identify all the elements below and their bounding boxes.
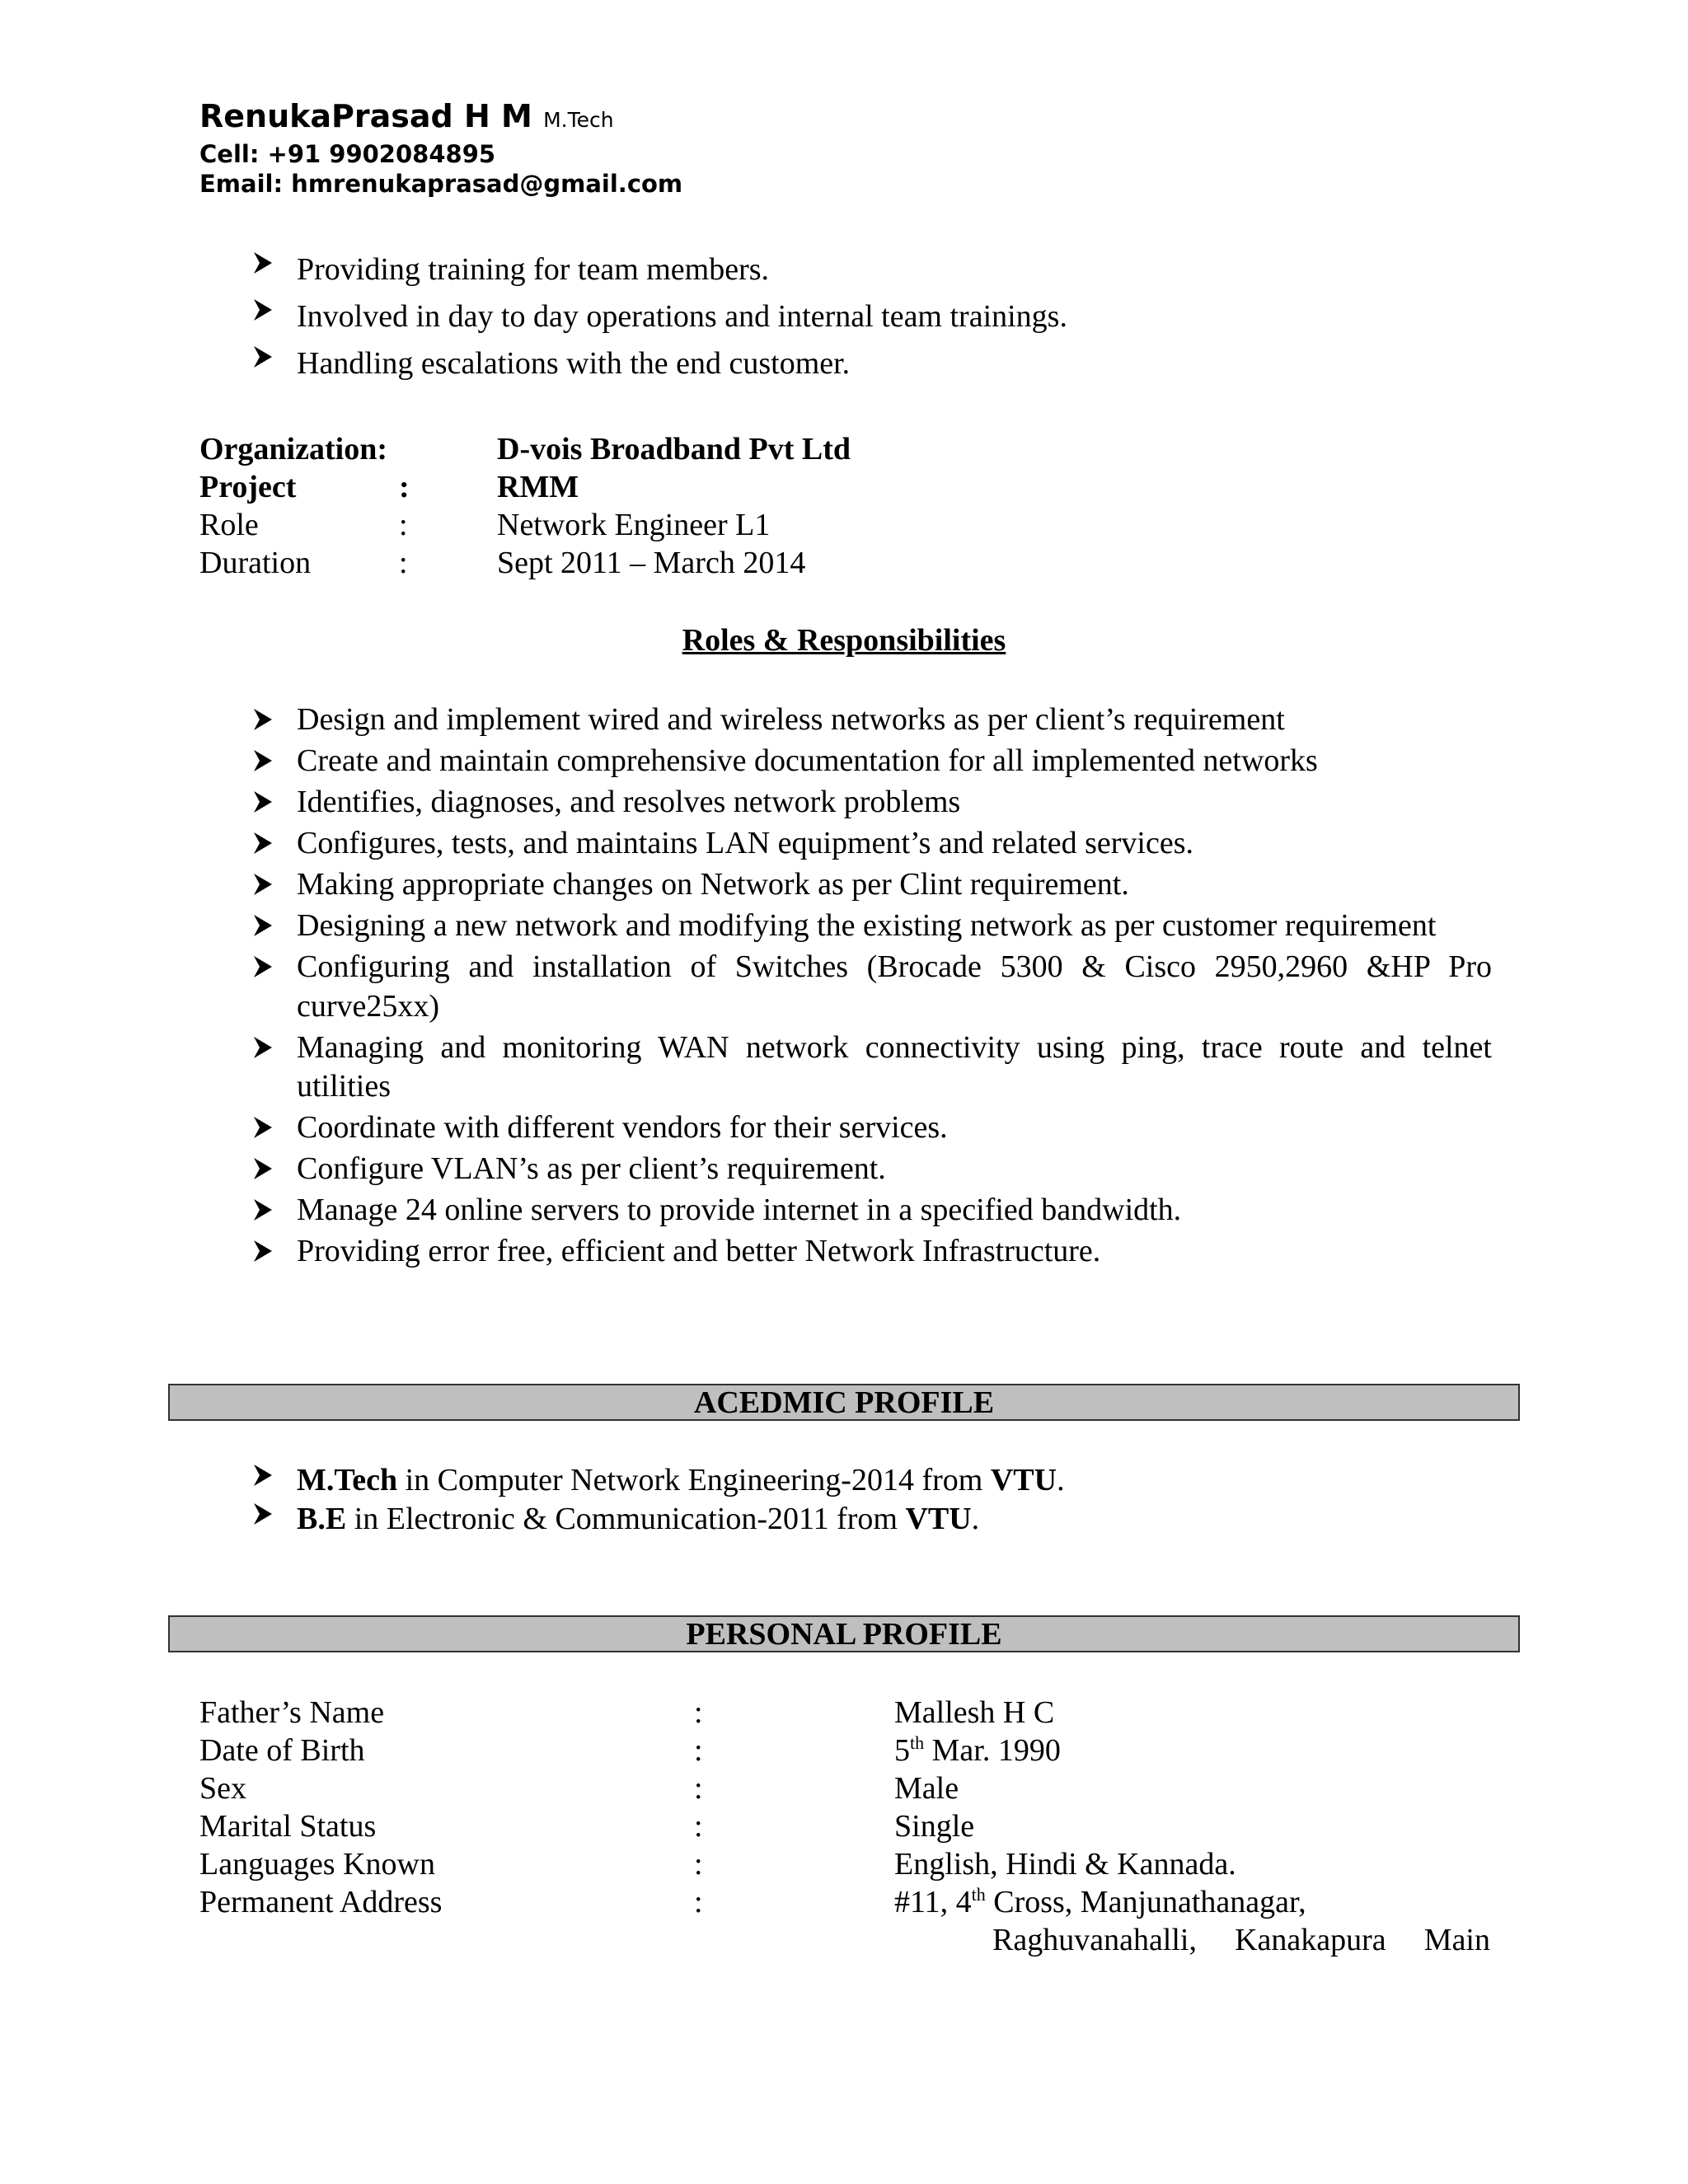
sex-label: Sex xyxy=(199,1771,246,1806)
organization-value: D-vois Broadband Pvt Ltd xyxy=(497,432,851,466)
list-item: Configuring and installation of Switches (Brocade 5300 & Cisco 2950,2960 &HP Pro curve25xx) xyxy=(252,948,1492,1026)
list-item: Involved in day to day operations and internal team trainings. xyxy=(252,296,1489,343)
arrowhead-bullet-icon xyxy=(252,1196,274,1221)
address-row xyxy=(199,1883,1490,1921)
project-value: RMM xyxy=(497,470,579,504)
fathers-name-row xyxy=(199,1694,1490,1732)
list-item: Create and maintain comprehensive documentation for all implemented networks xyxy=(252,742,1492,781)
arrowhead-bullet-icon xyxy=(252,788,274,813)
fathers-name-label: Father’s Name xyxy=(199,1695,385,1730)
candidate-qualification: M.Tech xyxy=(543,108,614,132)
list-item: Providing error free, efficient and better Network Infrastructure. xyxy=(252,1232,1492,1272)
cell-number: Cell: +91 9902084895 xyxy=(199,140,496,168)
list-item: Providing training for team members. xyxy=(252,249,1489,296)
colon: : xyxy=(694,1847,703,1882)
colon: : xyxy=(399,470,410,504)
email-address: Email: hmrenukaprasad@gmail.com xyxy=(199,170,683,198)
role-row xyxy=(199,506,1436,544)
colon: : xyxy=(694,1809,703,1844)
marital-status-value: Single xyxy=(894,1809,975,1844)
list-item: Configures, tests, and maintains LAN equipment’s and related services. xyxy=(252,824,1492,864)
arrowhead-bullet-icon xyxy=(252,1033,274,1058)
dob-row xyxy=(199,1732,1490,1769)
duration-value: Sept 2011 – March 2014 xyxy=(497,546,806,580)
colon: : xyxy=(694,1695,703,1730)
list-item: Handling escalations with the end customer. xyxy=(252,343,1489,390)
list-item: Manage 24 online servers to provide internet in a specified bandwidth. xyxy=(252,1191,1492,1230)
resume-header xyxy=(199,97,682,199)
colon: : xyxy=(694,1733,703,1768)
arrowhead-bullet-icon xyxy=(252,1461,274,1486)
list-item: M.Tech in Computer Network Engineering-2014 from VTU. xyxy=(252,1461,1489,1500)
academic-profile-heading: ACEDMIC PROFILE xyxy=(168,1384,1520,1421)
languages-row xyxy=(199,1845,1490,1883)
list-item: B.E in Electronic & Communication-2011 from VTU. xyxy=(252,1500,1489,1539)
roles-heading: Roles & Responsibilities xyxy=(682,623,1006,658)
project-label: Project xyxy=(199,470,297,504)
project-details xyxy=(199,430,1436,582)
arrowhead-bullet-icon xyxy=(252,1237,274,1262)
arrowhead-bullet-icon xyxy=(252,747,274,771)
fathers-name-value: Mallesh H C xyxy=(894,1695,1055,1730)
dob-value: 5th Mar. 1990 xyxy=(894,1732,1061,1768)
arrowhead-bullet-icon xyxy=(252,705,274,730)
arrowhead-bullet-icon xyxy=(252,249,274,274)
arrowhead-bullet-icon xyxy=(252,1113,274,1138)
personal-details xyxy=(199,1694,1490,1959)
arrowhead-bullet-icon xyxy=(252,953,274,977)
arrowhead-bullet-icon xyxy=(252,296,274,321)
arrowhead-bullet-icon xyxy=(252,343,274,368)
top-bullet-list xyxy=(252,249,1489,390)
sex-value: Male xyxy=(894,1771,959,1806)
colon: : xyxy=(694,1771,703,1806)
organization-label: Organization: xyxy=(199,432,387,466)
arrowhead-bullet-icon xyxy=(252,870,274,895)
address-line-2: Raghuvanahalli, Kanakapura Main xyxy=(992,1923,1490,1957)
colon: : xyxy=(694,1885,703,1919)
address-value: #11, 4th Cross, Manjunathanagar, xyxy=(894,1884,1306,1919)
arrowhead-bullet-icon xyxy=(252,912,274,936)
list-item: Identifies, diagnoses, and resolves network problems xyxy=(252,783,1492,823)
languages-label: Languages Known xyxy=(199,1847,435,1882)
colon: : xyxy=(399,508,408,542)
languages-value: English, Hindi & Kannada. xyxy=(894,1847,1236,1882)
list-item: Making appropriate changes on Network as per Clint requirement. xyxy=(252,865,1492,905)
university: VTU xyxy=(905,1502,972,1536)
address-label: Permanent Address xyxy=(199,1885,443,1919)
list-item: Managing and monitoring WAN network connectivity using ping, trace route and telnet utilities xyxy=(252,1029,1492,1107)
personal-profile-heading: PERSONAL PROFILE xyxy=(168,1615,1520,1652)
arrowhead-bullet-icon xyxy=(252,1500,274,1525)
list-item: Coordinate with different vendors for their services. xyxy=(252,1108,1492,1148)
sex-row xyxy=(199,1769,1490,1807)
role-value: Network Engineer L1 xyxy=(497,508,771,542)
address-line-2-row xyxy=(199,1921,1490,1959)
list-item: Configure VLAN’s as per client’s requirement. xyxy=(252,1150,1492,1189)
project-row xyxy=(199,468,1436,506)
academic-list xyxy=(252,1461,1489,1539)
degree: M.Tech xyxy=(297,1463,398,1497)
marital-status-row xyxy=(199,1807,1490,1845)
marital-status-label: Marital Status xyxy=(199,1809,377,1844)
arrowhead-bullet-icon xyxy=(252,829,274,854)
arrowhead-bullet-icon xyxy=(252,1155,274,1179)
list-item: Designing a new network and modifying the existing network as per customer requirement xyxy=(252,907,1492,946)
role-label: Role xyxy=(199,508,259,542)
list-item: Design and implement wired and wireless networks as per client’s requirement xyxy=(252,701,1492,740)
duration-label: Duration xyxy=(199,546,312,580)
duration-row xyxy=(199,544,1436,582)
university: VTU xyxy=(990,1463,1057,1497)
candidate-name: RenukaPrasad H M xyxy=(199,98,532,134)
degree: B.E xyxy=(297,1502,347,1536)
colon: : xyxy=(399,546,408,580)
dob-label: Date of Birth xyxy=(199,1733,365,1768)
organization-row xyxy=(199,430,1436,468)
responsibilities-list xyxy=(252,701,1492,1273)
